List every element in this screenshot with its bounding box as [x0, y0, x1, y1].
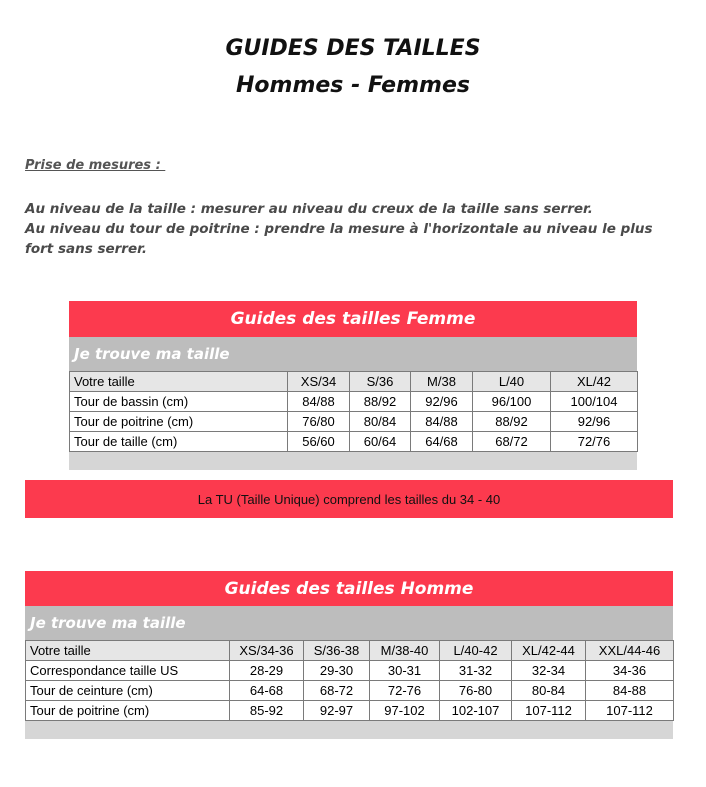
homme-guide-title: Guides des tailles Homme	[25, 571, 673, 606]
table-row	[26, 681, 674, 701]
table-row	[70, 392, 638, 412]
size-value-cell: 68-72	[304, 681, 370, 701]
size-value-cell: 64/68	[411, 432, 473, 452]
measure-chest-text: Au niveau du tour de poitrine : prendre la mesure à l'horizontale au niveau le plus fort sans serrer.	[25, 221, 653, 257]
size-value-cell: 68/72	[473, 432, 551, 452]
size-value-cell: 60/64	[350, 432, 411, 452]
size-value-cell: 84/88	[411, 412, 473, 432]
size-value-cell: 72-76	[370, 681, 440, 701]
size-header-cell: XL/42-44	[512, 641, 586, 661]
size-column-label: Votre taille	[70, 372, 288, 392]
measure-label: Tour de taille (cm)	[70, 432, 288, 452]
size-header-cell: XS/34-36	[230, 641, 304, 661]
size-value-cell: 107-112	[586, 701, 674, 721]
homme-size-table	[25, 640, 674, 721]
femme-size-table	[69, 371, 638, 452]
femme-size-guide	[69, 301, 637, 470]
size-header-cell: XXL/44-46	[586, 641, 674, 661]
measure-label: Tour de ceinture (cm)	[26, 681, 230, 701]
page-title: GUIDES DES TAILLES	[225, 36, 481, 61]
measure-label: Tour de poitrine (cm)	[70, 412, 288, 432]
size-value-cell: 84/88	[288, 392, 350, 412]
femme-guide-title: Guides des tailles Femme	[69, 301, 637, 337]
size-value-cell: 85-92	[230, 701, 304, 721]
size-value-cell: 88/92	[473, 412, 551, 432]
size-value-cell: 84-88	[586, 681, 674, 701]
size-header-cell: M/38	[411, 372, 473, 392]
homme-table-footer	[25, 721, 673, 739]
size-value-cell: 92/96	[551, 412, 638, 432]
measure-label: Tour de poitrine (cm)	[26, 701, 230, 721]
size-value-cell: 92/96	[411, 392, 473, 412]
homme-guide-subtitle: Je trouve ma taille	[25, 606, 673, 640]
size-header-cell: S/36-38	[304, 641, 370, 661]
size-header-cell: XS/34	[288, 372, 350, 392]
size-value-cell: 28-29	[230, 661, 304, 681]
size-value-cell: 29-30	[304, 661, 370, 681]
size-value-cell: 34-36	[586, 661, 674, 681]
size-value-cell: 96/100	[473, 392, 551, 412]
size-value-cell: 72/76	[551, 432, 638, 452]
size-value-cell: 30-31	[370, 661, 440, 681]
measure-waist-text: Au niveau de la taille : mesurer au niveau du creux de la taille sans serrer.	[25, 201, 593, 217]
size-value-cell: 100/104	[551, 392, 638, 412]
table-row	[26, 661, 674, 681]
size-value-cell: 80/84	[350, 412, 411, 432]
size-value-cell: 32-34	[512, 661, 586, 681]
size-header-cell: L/40	[473, 372, 551, 392]
table-header-row	[26, 641, 674, 661]
size-value-cell: 64-68	[230, 681, 304, 701]
size-column-label: Votre taille	[26, 641, 230, 661]
size-header-cell: XL/42	[551, 372, 638, 392]
size-header-cell: L/40-42	[440, 641, 512, 661]
page-subtitle: Hommes - Femmes	[236, 73, 470, 98]
size-value-cell: 76/80	[288, 412, 350, 432]
table-row	[26, 701, 674, 721]
homme-size-guide	[25, 571, 673, 739]
femme-guide-subtitle: Je trouve ma taille	[69, 337, 637, 371]
size-value-cell: 107-112	[512, 701, 586, 721]
tu-info-banner: La TU (Taille Unique) comprend les tailles du 34 - 40	[25, 480, 673, 518]
femme-table-footer	[69, 452, 637, 470]
size-value-cell: 88/92	[350, 392, 411, 412]
table-row	[70, 432, 638, 452]
size-value-cell: 31-32	[440, 661, 512, 681]
table-header-row	[70, 372, 638, 392]
size-header-cell: S/36	[350, 372, 411, 392]
measure-label: Tour de bassin (cm)	[70, 392, 288, 412]
size-value-cell: 97-102	[370, 701, 440, 721]
size-value-cell: 80-84	[512, 681, 586, 701]
size-value-cell: 56/60	[288, 432, 350, 452]
size-header-cell: M/38-40	[370, 641, 440, 661]
size-value-cell: 76-80	[440, 681, 512, 701]
measures-heading: Prise de mesures :	[25, 158, 166, 173]
size-value-cell: 92-97	[304, 701, 370, 721]
table-row	[70, 412, 638, 432]
measure-label: Correspondance taille US	[26, 661, 230, 681]
size-value-cell: 102-107	[440, 701, 512, 721]
